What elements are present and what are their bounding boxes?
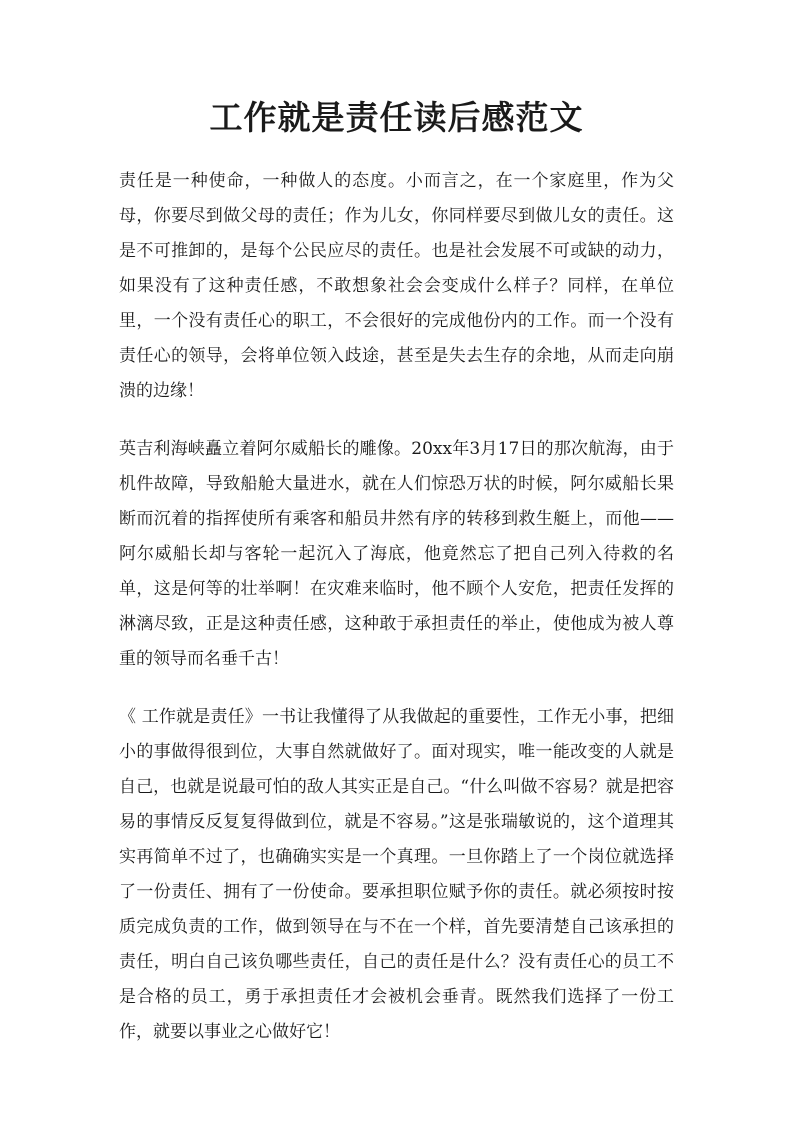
- paragraph-1: 责任是一种使命，一种做人的态度。小而言之，在一个家庭里，作为父母，你要尽到做父母的责任；作为儿女，你同样要尽到做儿女的责任。这是不可推卸的，是每个公民应尽的责任。也是社会发展不可或缺的动力，如果没有了这种责任感，不敢想象社会会变成什么样子？同样，在单位里，一个没有责任心的职工，不会很好的完成他份内的工作。而一个没有责任心的领导，会将单位领入歧途，甚至是失去生存的余地，从而走向崩溃的边缘！: [119, 171, 674, 401]
- paragraph-3: 《 工作就是责任》一书让我懂得了从我做起的重要性，工作无小事，把细小的事做得很到位，大事自然就做好了。面对现实，唯一能改变的人就是自己，也就是说最可怕的敌人其实正是自己。“什么叫做不容易？就是把容易的事情反反复复得做到位，就是不容易。”这是张瑞敏说的，这个道理其实再简单不过了，也确确实实是一个真理。一旦你踏上了一个岗位就选择了一份责任、拥有了一份使命。要承担职位赋予你的责任。就必须按时按质完成负责的工作，做到领导在与不在一个样，首先要清楚自己该承担的责任，明白自己该负哪些责任，自己的责任是什么？没有责任心的员工不是合格的员工，勇于承担责任才会被机会垂青。既然我们选择了一份工作，就要以事业之心做好它！: [119, 707, 674, 1042]
- document-title: 工作就是责任读后感范文: [209, 98, 584, 137]
- paragraph-2: 英吉利海峡矗立着阿尔威船长的雕像。20xx年3月17日的那次航海，由于机件故障，导致船舱大量进水，就在人们惊恐万状的时候，阿尔威船长果断而沉着的指挥使所有乘客和船员井然有序的转移到救生艇上，而他——阿尔威船长却与客轮一起沉入了海底，他竟然忘了把自己列入待救的名单，这是何等的壮举啊！在灾难来临时，他不顾个人安危，把责任发挥的淋漓尽致，正是这种责任感，这种敢于承担责任的举止，使他成为被人尊重的领导而名垂千古！: [119, 439, 674, 669]
- document-body: [119, 164, 674, 1073]
